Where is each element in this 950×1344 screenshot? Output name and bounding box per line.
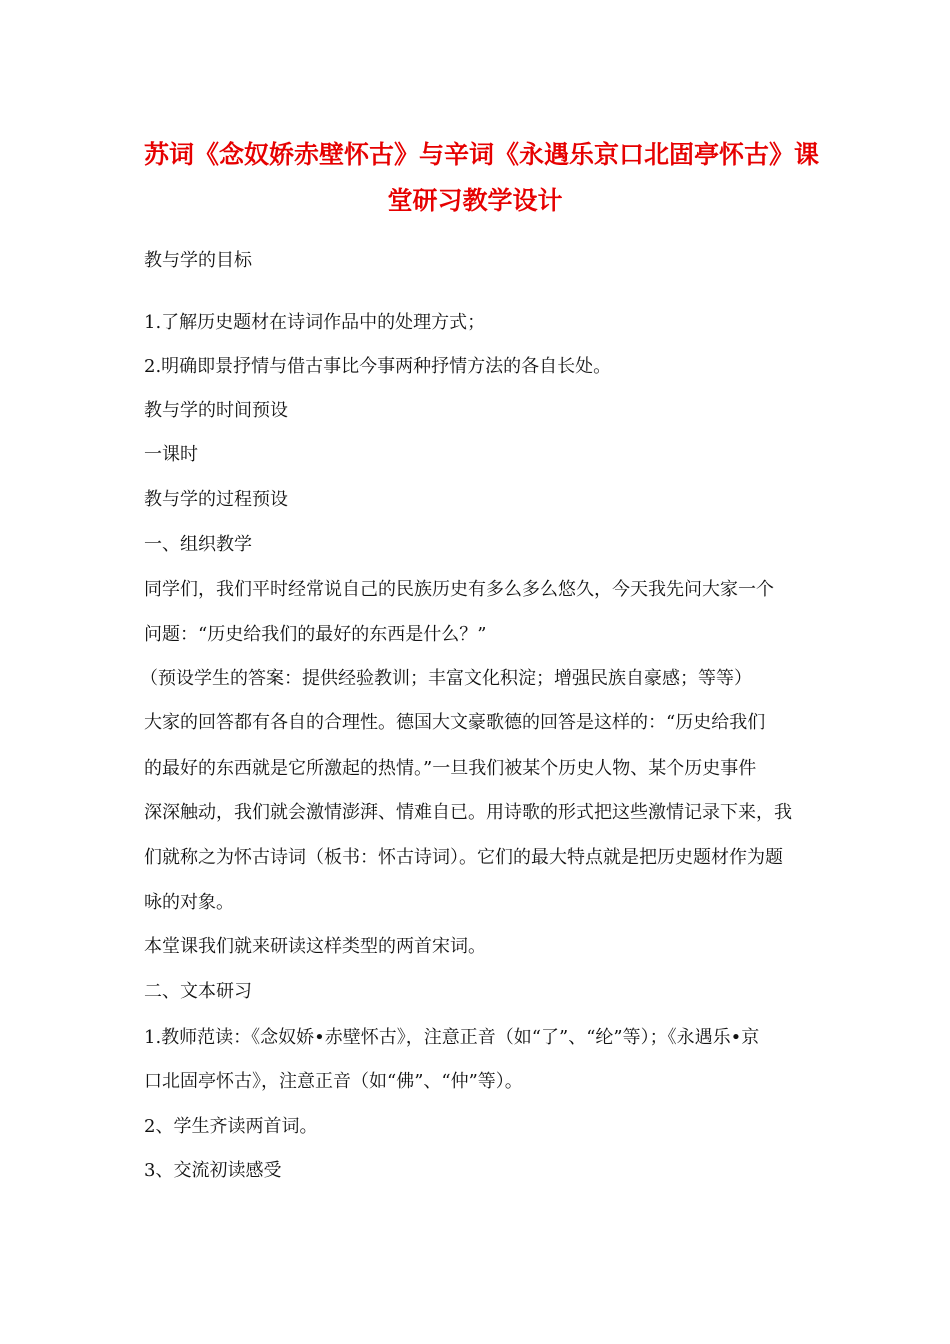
- paragraph-line: 2、学生齐读两首词。: [144, 1116, 318, 1137]
- document-title-line-1: 苏词《念奴娇赤壁怀古》与辛词《永遇乐京口北固亭怀古》课: [144, 140, 820, 169]
- time-value: 一课时: [144, 444, 198, 465]
- section-heading-time: 教与学的时间预设: [144, 400, 288, 421]
- section-heading-goals: 教与学的目标: [144, 250, 252, 271]
- paragraph-line: 同学们，我们平时经常说自己的民族历史有多么多么悠久，今天我先问大家一个: [144, 579, 774, 600]
- paragraph-line: 本堂课我们就来研读这样类型的两首宋词。: [144, 936, 486, 957]
- step-heading-organize: 一、组织教学: [144, 534, 252, 555]
- paragraph-line: 问题：“历史给我们的最好的东西是什么？”: [144, 624, 487, 645]
- step-heading-text-study: 二、文本研习: [144, 981, 252, 1002]
- paragraph-line: 的最好的东西就是它所激起的热情。”一旦我们被某个历史人物、某个历史事件: [144, 758, 757, 779]
- paragraph-line: 1.教师范读：《念奴娇•赤壁怀古》，注意正音（如“了”、“纶”等）；《永遇乐•京: [144, 1027, 760, 1048]
- goal-item-2: 2.明确即景抒情与借古事比今事两种抒情方法的各自长处。: [144, 356, 612, 377]
- paragraph-line: 深深触动，我们就会激情澎湃、情难自已。用诗歌的形式把这些激情记录下来，我: [144, 802, 792, 823]
- goal-item-1: 1.了解历史题材在诗词作品中的处理方式；: [144, 312, 486, 333]
- paragraph-line: （预设学生的答案：提供经验教训；丰富文化积淀；增强民族自豪感；等等）: [140, 668, 752, 689]
- section-heading-process: 教与学的过程预设: [144, 489, 288, 510]
- paragraph-line: 口北固亭怀古》，注意正音（如“佛”、“仲”等）。: [144, 1071, 523, 1092]
- paragraph-line: 咏的对象。: [144, 892, 234, 913]
- document-title-line-2: 堂研习教学设计: [387, 186, 563, 215]
- paragraph-line: 们就称之为怀古诗词（板书：怀古诗词）。它们的最大特点就是把历史题材作为题: [144, 847, 783, 868]
- paragraph-line: 大家的回答都有各自的合理性。德国大文豪歌德的回答是这样的：“历史给我们: [144, 712, 766, 733]
- paragraph-line: 3、交流初读感受: [144, 1160, 282, 1181]
